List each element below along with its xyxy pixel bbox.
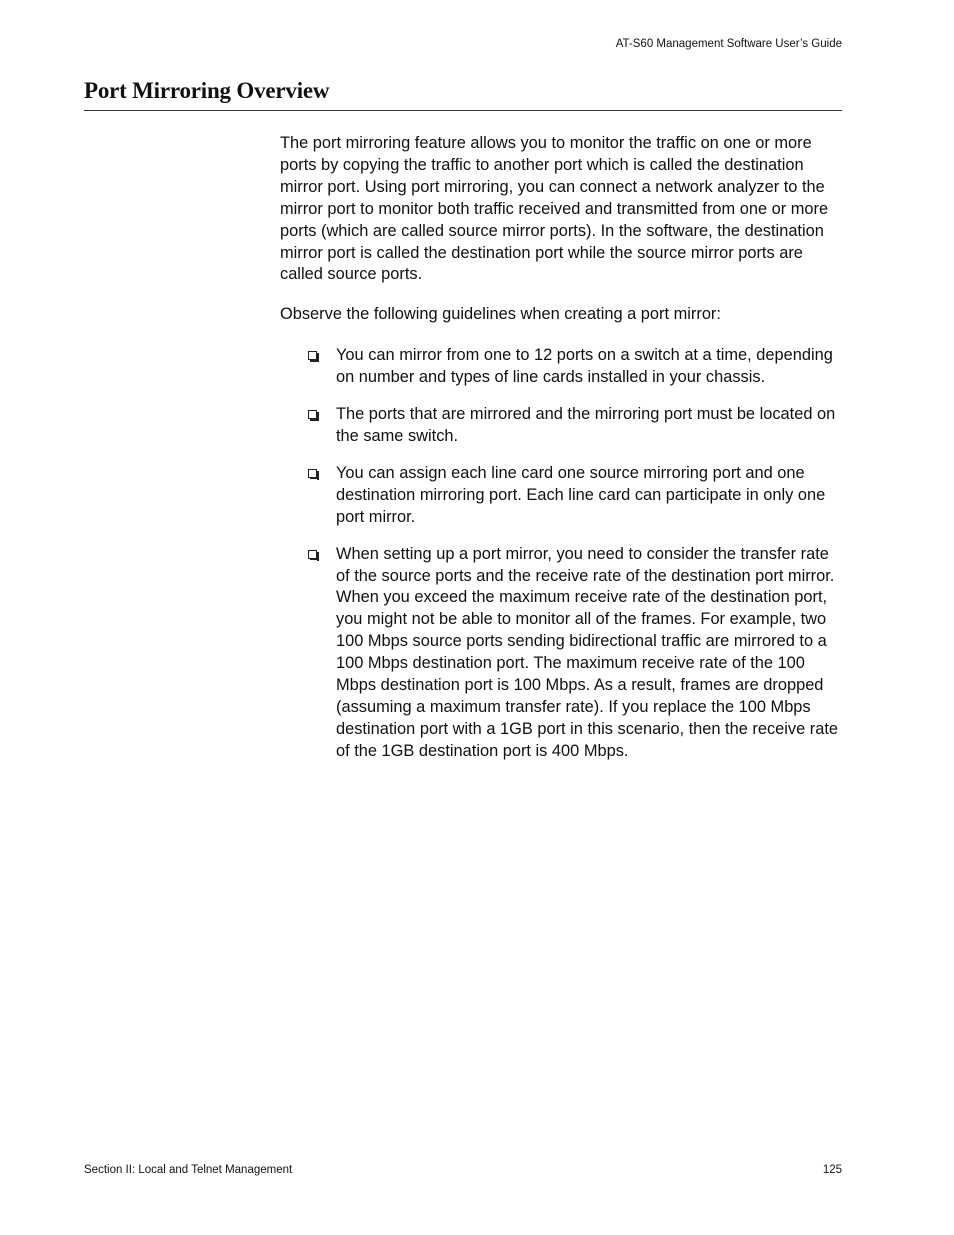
title-rule	[84, 110, 842, 111]
body-content	[280, 133, 842, 778]
checkbox-icon	[308, 550, 317, 559]
list-item	[280, 345, 842, 389]
list-item-text: The ports that are mirrored and the mirroring port must be located on the same switch.	[336, 405, 836, 445]
checkbox-icon	[308, 469, 317, 478]
checkbox-icon	[308, 351, 317, 360]
list-item-text: You can assign each line card one source mirroring port and one destination mirroring port. Each line card can participate in only one port mirror.	[336, 463, 826, 526]
guidelines-list	[280, 345, 842, 762]
running-header: AT-S60 Management Software User’s Guide	[615, 38, 842, 50]
intro-paragraph: The port mirroring feature allows you to monitor the traffic on one or more ports by copying the traffic to another port which is called the destination mirror port. Using port mirroring, you can connect a network analyzer to the mirror port to monitor both traffic received and transmitted from one or more ports (which are called source mirror ports). In the software, the destination mirror port is called the destination port while the source mirror ports are called source ports.	[280, 134, 829, 284]
guidelines-lead: Observe the following guidelines when creating a port mirror:	[280, 305, 721, 324]
list-item	[280, 463, 842, 529]
page-number: 125	[822, 1164, 842, 1176]
list-item-text: When setting up a port mirror, you need to consider the transfer rate of the source ports and the receive rate of the destination port mirror. When you exceed the maximum receive rate of the destination port, you might not be able to monitor all of the frames. For example, two 100 Mbps source ports sending bidirectional traffic are mirrored to a 100 Mbps destination port. The maximum receive rate of the 100 Mbps destination port is 100 Mbps. As a result, frames are dropped (assuming a maximum transfer rate). If you replace the 100 Mbps destination port with a 1GB port in this scenario, then the receive rate of the 1GB destination port is 400 Mbps.	[336, 544, 839, 760]
list-item	[280, 404, 842, 448]
running-footer: Section II: Local and Telnet Management	[84, 1164, 293, 1176]
list-item-text: You can mirror from one to 12 ports on a switch at a time, depending on number and types of line cards installed in your chassis.	[336, 346, 833, 387]
section-title: Port Mirroring Overview	[84, 78, 330, 103]
checkbox-icon	[308, 410, 317, 419]
list-item	[280, 544, 842, 763]
